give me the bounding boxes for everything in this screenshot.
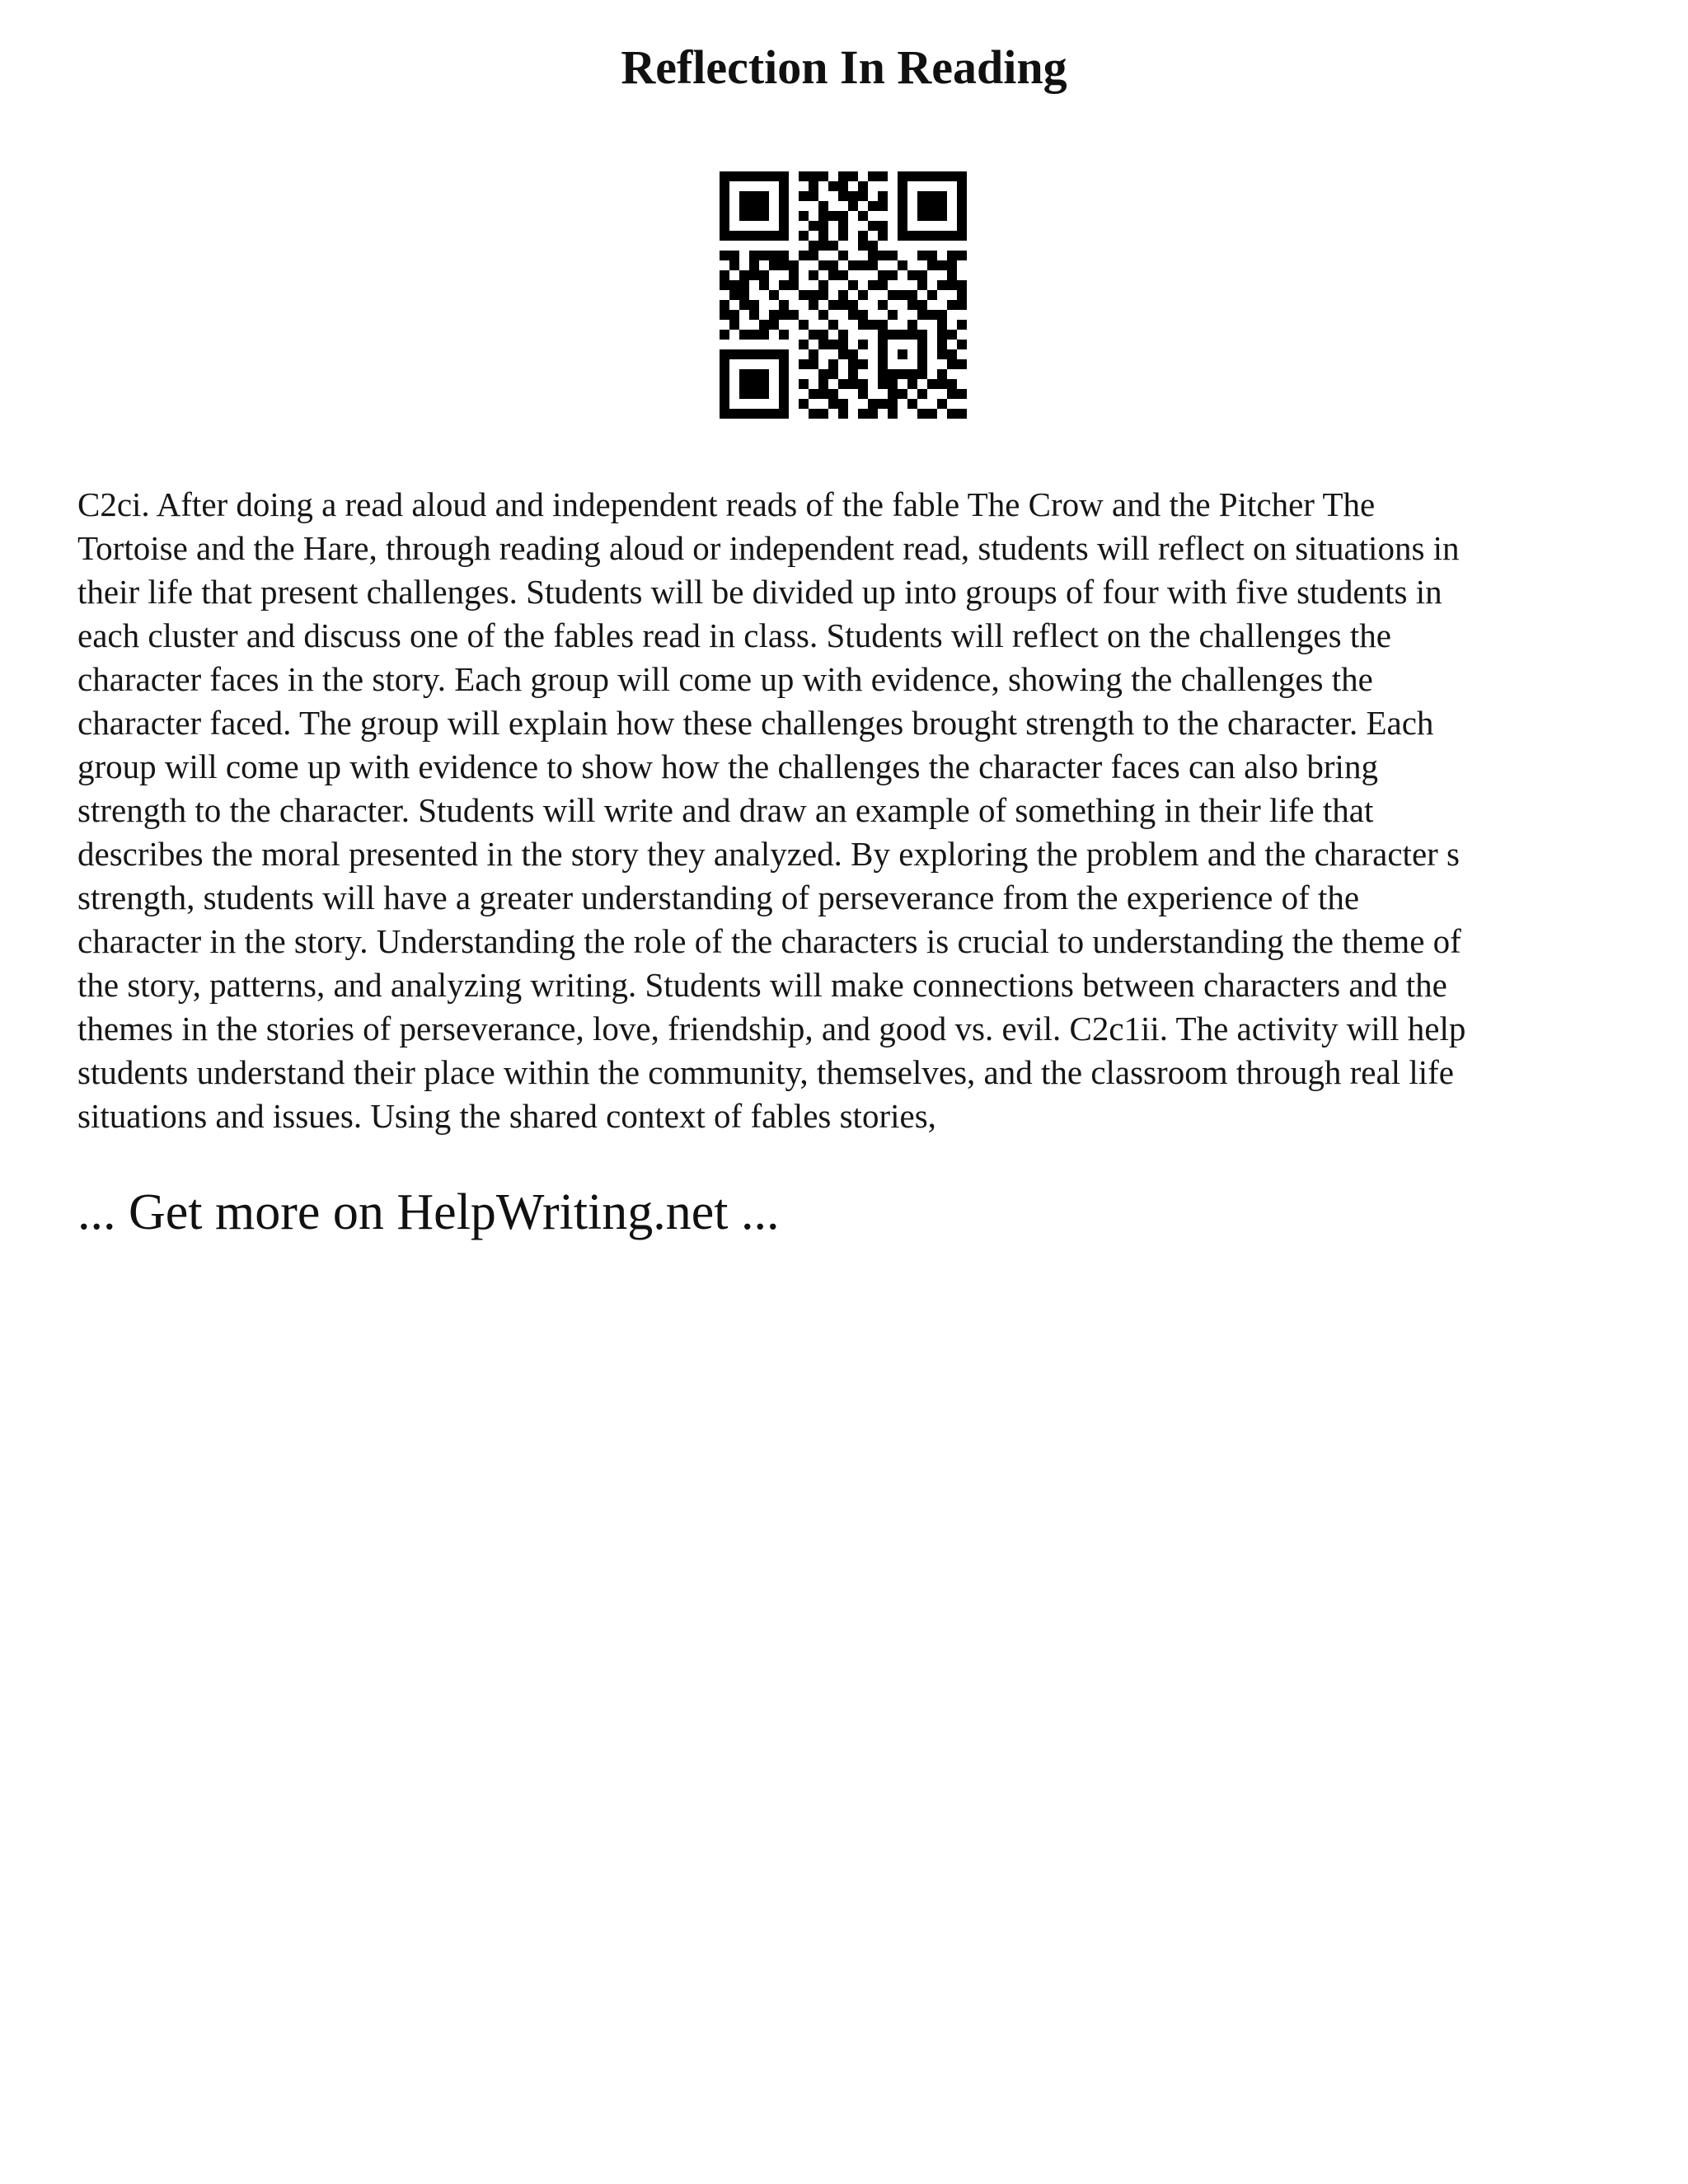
body-line: Tortoise and the Hare, through reading aloud or independent read, students will reflect on situations in [77,529,1460,567]
body-line: character faced. The group will explain how these challenges brought strength to the character. Each [77,704,1434,742]
page-title: Reflection In Reading [621,40,1067,94]
get-more-link[interactable]: ... Get more on HelpWriting.net ... [77,1184,780,1240]
body-line: group will come up with evidence to show how the challenges the character faces can also bring [77,748,1378,785]
body-line: students understand their place within the community, themselves, and the classroom through real life [77,1053,1454,1091]
body-line: their life that present challenges. Students will be divided up into groups of four with five students in [77,573,1442,611]
body-line: character in the story. Understanding the role of the characters is crucial to understanding the theme of [77,922,1461,960]
body-line: strength to the character. Students will write and draw an example of something in their life that [77,791,1374,829]
body-line: character faces in the story. Each group will come up with evidence, showing the challenges the [77,660,1373,698]
body-line: situations and issues. Using the shared context of fables stories, [77,1097,936,1135]
body-line: themes in the stories of perseverance, love, friendship, and good vs. evil. C2c1ii. The activity will help [77,1010,1466,1047]
body-line: strength, students will have a greater understanding of perseverance from the experience of the [77,879,1360,916]
body-line: the story, patterns, and analyzing writing. Students will make connections between characters and the [77,966,1447,1004]
body-line: each cluster and discuss one of the fables read in class. Students will reflect on the challenges the [77,616,1391,654]
body-line: C2ci. After doing a read aloud and independent reads of the fable The Crow and the Pitcher The [77,485,1376,523]
qr-code-icon [720,171,967,419]
body-line: describes the moral presented in the story they analyzed. By exploring the problem and the character s [77,835,1460,873]
body-paragraph [77,483,1627,1138]
